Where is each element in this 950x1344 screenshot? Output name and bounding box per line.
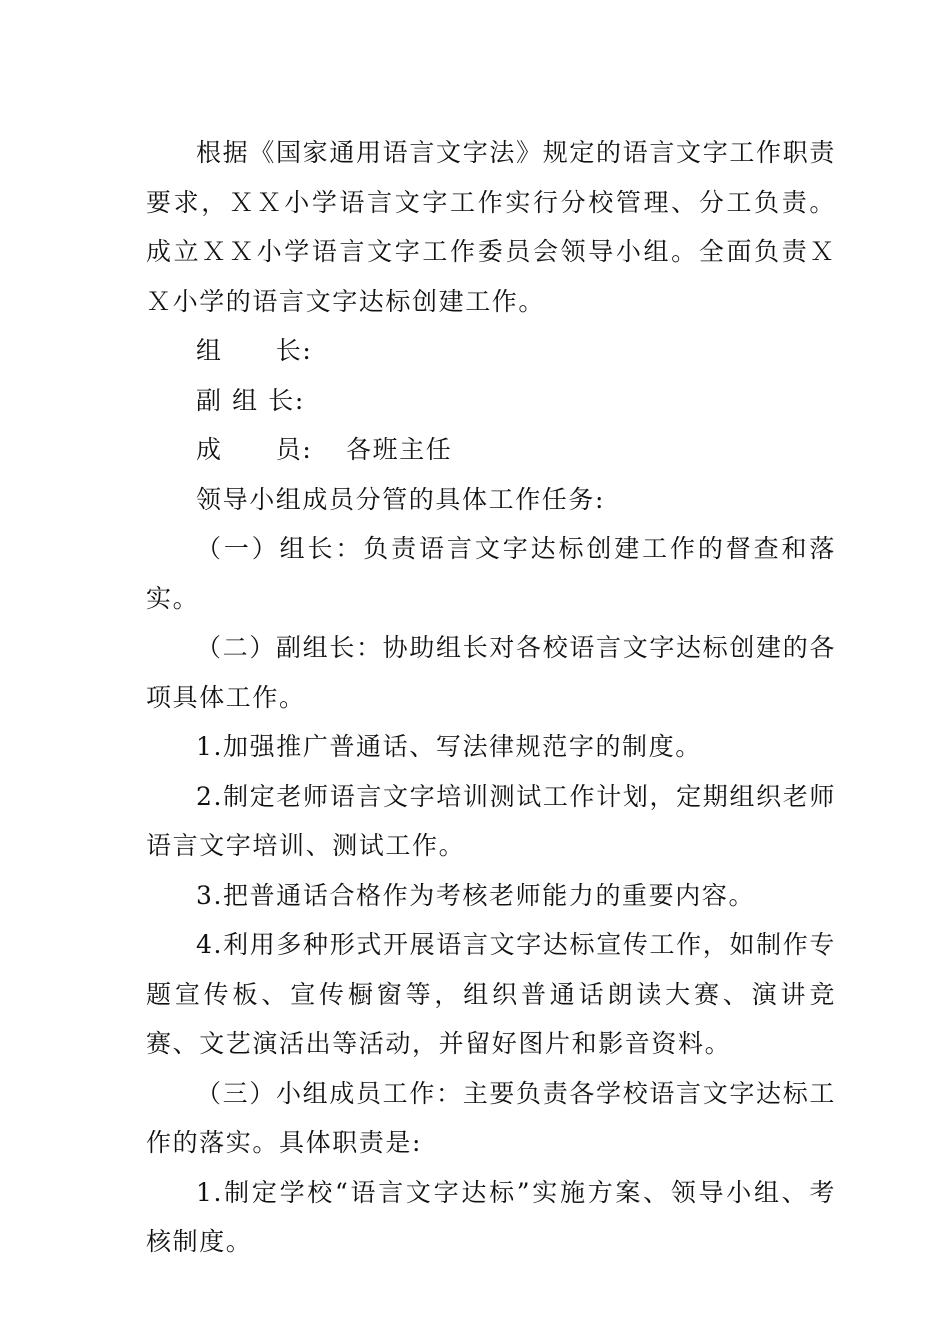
- intro-paragraph: 根据《国家通用语言文字法》规定的语言文字工作职责要求，ＸＸ小学语言文字工作实行分校管理、分工负责。成立ＸＸ小学语言文字工作委员会领导小组。全面负责ＸＸ小学的语言文字达标创建工作。: [146, 138, 836, 316]
- item-leader-duty: （一）组长：负责语言文字达标创建工作的督查和落实。: [146, 534, 836, 613]
- role-leader: [146, 326, 836, 376]
- item-deputy-duty: （二）副组长：协助组长对各校语言文字达标创建的各项具体工作。: [146, 633, 836, 712]
- role-members-value: 各班主任: [346, 435, 453, 464]
- item-1-implementation-plan: 1.制定学校“语言文字达标”实施方案、领导小组、考核制度。: [146, 1177, 836, 1256]
- item-2-training-plan: 2.制定老师语言文字培训测试工作计划，定期组织老师语言文字培训、测试工作。: [146, 781, 836, 860]
- item-3-assessment: 3.把普通话合格作为考核老师能力的重要内容。: [196, 880, 756, 910]
- role-members: [146, 425, 836, 475]
- item-members-duty: （三）小组成员工作：主要负责各学校语言文字达标工作的落实。具体职责是:: [146, 1078, 836, 1157]
- item-1-promote-putonghua: 1.加强推广普通话、写法律规范字的制度。: [196, 732, 702, 761]
- role-members-label: 成 员:: [196, 435, 313, 464]
- role-leader-label: 组 长:: [196, 336, 313, 365]
- role-deputy-leader-label: 副 组 长:: [196, 385, 305, 415]
- tasks-heading: 领导小组成员分管的具体工作任务:: [196, 484, 606, 514]
- item-4-publicity: 4.利用多种形式开展语言文字达标宣传工作，如制作专题宣传板、宣传橱窗等，组织普通话朗读大赛、演讲竞赛、文艺演活出等活动，并留好图片和影音资料。: [146, 930, 836, 1058]
- role-deputy-leader: [146, 376, 836, 426]
- document-page: [146, 128, 836, 1267]
